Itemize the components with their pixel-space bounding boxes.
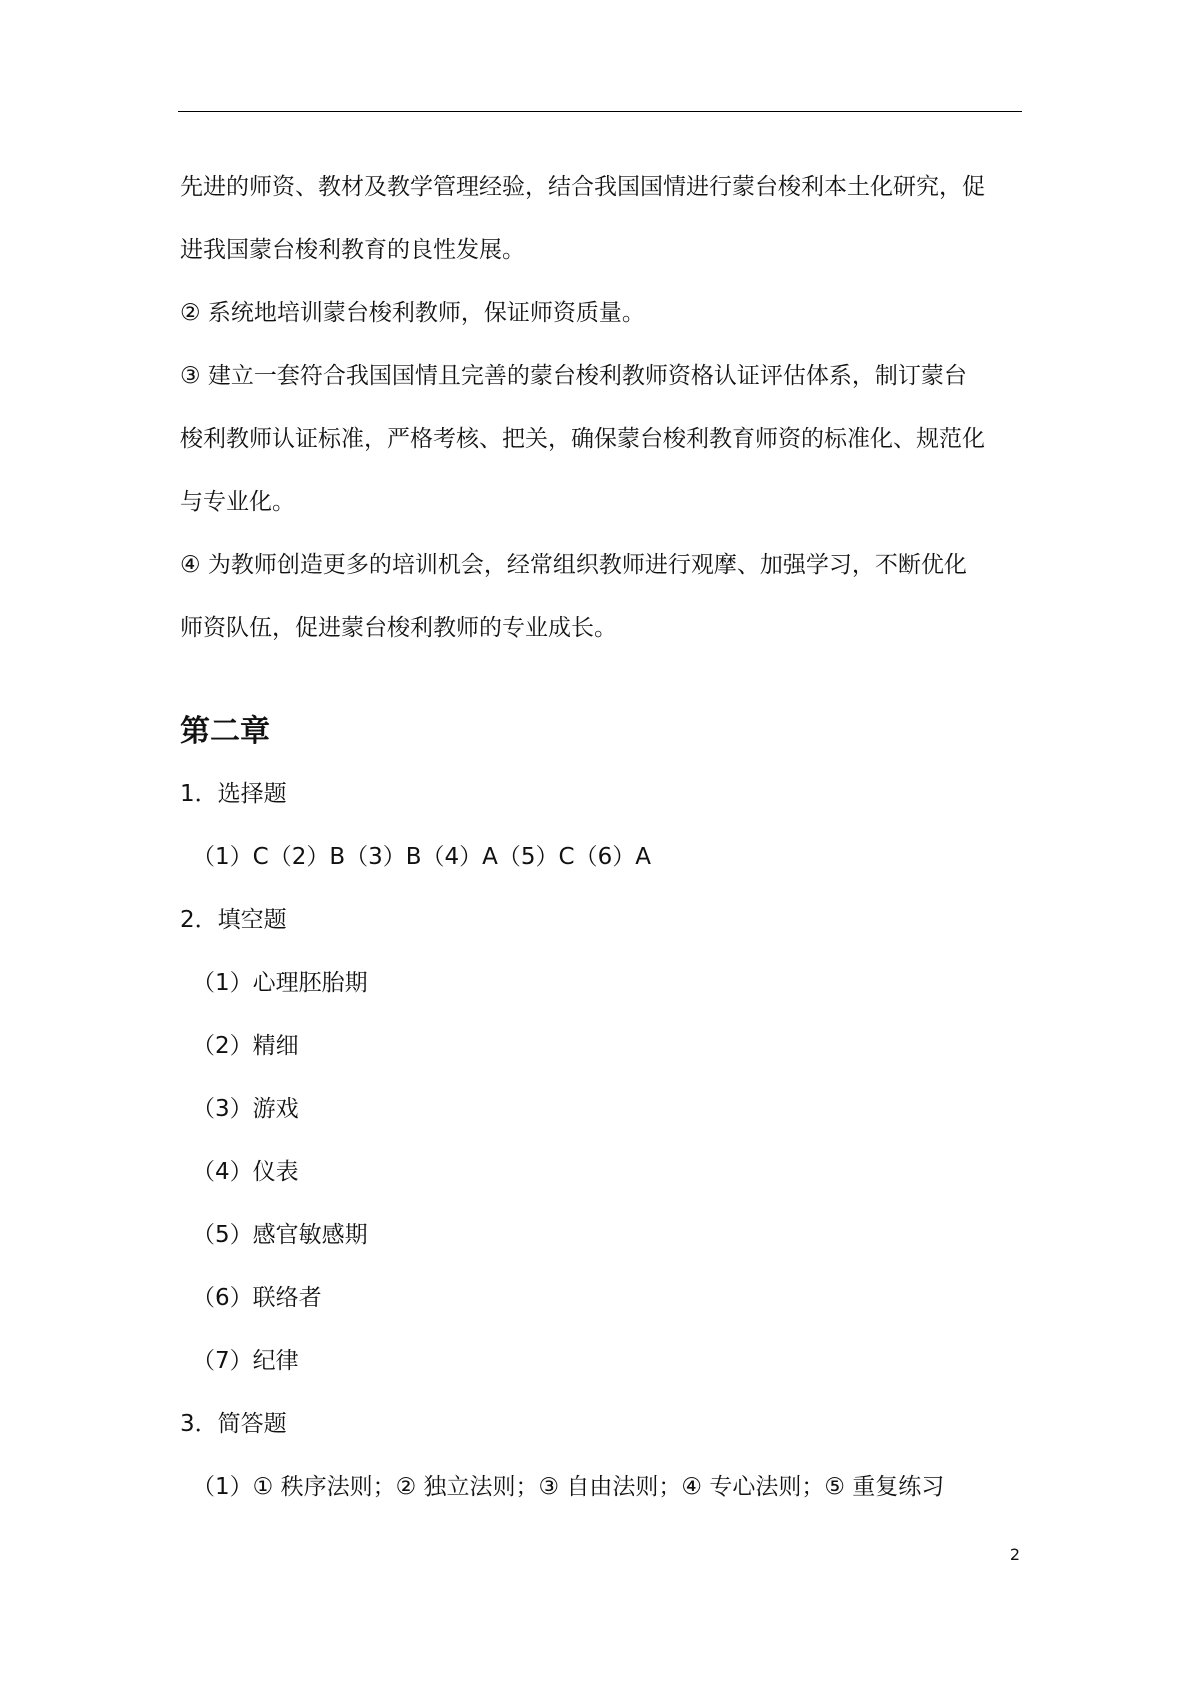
chapter-title: 第二章	[180, 714, 270, 749]
section-gap	[180, 660, 1022, 701]
section-title: 1．选择题	[180, 781, 287, 807]
answer-item: （7）纪律	[192, 1348, 299, 1374]
answer-item: （1）心理胚胎期	[192, 970, 368, 996]
paragraph-line: ④ 为教师创造更多的培训机会，经常组织教师进行观摩、加强学习，不断优化	[180, 552, 967, 578]
paragraph-line: 进我国蒙台梭利教育的良性发展。	[180, 237, 525, 263]
section-title: 3．简答题	[180, 1411, 287, 1437]
paragraph-line: 与专业化。	[180, 489, 295, 515]
answer-item: （4）仪表	[192, 1159, 299, 1185]
answer-line: （1）C（2）B（3）B（4）A（5）C（6）A	[192, 844, 651, 870]
paragraph-line: 师资队伍，促进蒙台梭利教师的专业成长。	[180, 615, 617, 641]
answer-item: （3）游戏	[192, 1096, 299, 1122]
header-rule	[178, 111, 1022, 112]
paragraph-line: ③ 建立一套符合我国国情且完善的蒙台梭利教师资格认证评估体系，制订蒙台	[180, 363, 967, 389]
paragraph-line: ② 系统地培训蒙台梭利教师，保证师资质量。	[180, 300, 645, 326]
page-number: 2	[1009, 1545, 1020, 1564]
document-body	[180, 156, 1022, 1519]
paragraph-line: 先进的师资、教材及教学管理经验，结合我国国情进行蒙台梭利本土化研究，促	[180, 174, 985, 200]
answer-item: （1）① 秩序法则；② 独立法则；③ 自由法则；④ 专心法则；⑤ 重复练习	[192, 1474, 945, 1500]
paragraph-line: 梭利教师认证标准，严格考核、把关，确保蒙台梭利教育师资的标准化、规范化	[180, 426, 985, 452]
section-title: 2．填空题	[180, 907, 287, 933]
answer-item: （6）联络者	[192, 1285, 322, 1311]
answer-item: （2）精细	[192, 1033, 299, 1059]
answer-item: （5）感官敏感期	[192, 1222, 368, 1248]
